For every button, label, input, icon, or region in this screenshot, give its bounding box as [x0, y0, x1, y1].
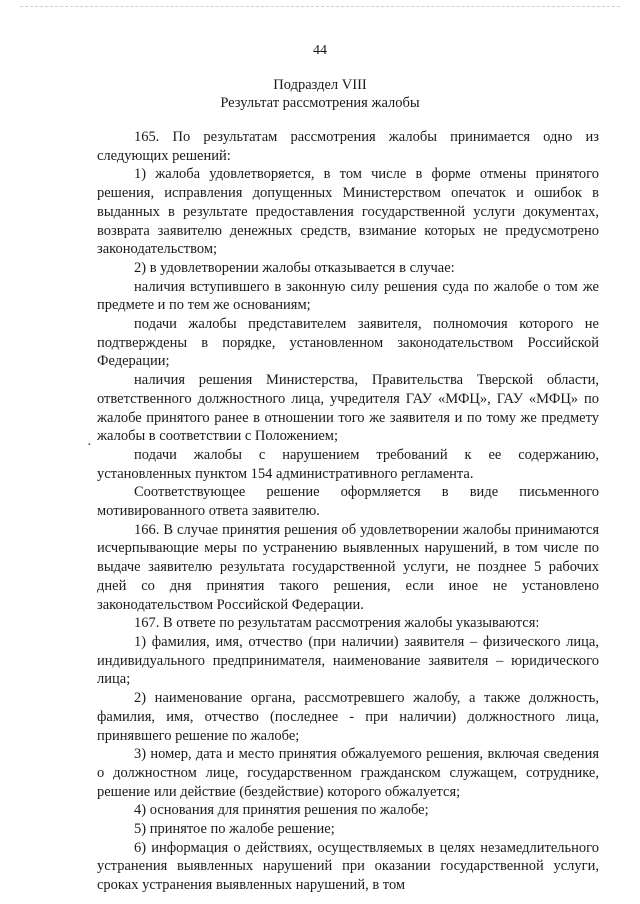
paragraph: 166. В случае принятия решения об удовлетворении жалобы принимаются исчерпывающие меры по устранению выявленных нарушений, в том числе по выдаче заявителю результата государственной услуги, не позднее 5 рабочих дней со дня принятия такого решения, если иное не установлено законодательством Российской Федерации.	[97, 521, 599, 613]
paragraph: наличия вступившего в законную силу решения суда по жалобе о том же предмете и по тем же основаниям;	[97, 278, 599, 314]
subsection-title: Подраздел VIII	[273, 77, 367, 93]
paragraph: 165. По результатам рассмотрения жалобы принимается одно из следующих решений:	[97, 129, 599, 164]
paragraph: 1) фамилия, имя, отчество (при наличии) заявителя – физического лица, индивидуального предпринимателя, наименование заявителя – юридического лица;	[97, 633, 599, 688]
paragraph: 4) основания для принятия решения по жалобе;	[134, 802, 429, 819]
scan-edge-line	[20, 6, 620, 7]
paragraph: 2) наименование органа, рассмотревшего жалобу, а также должность, фамилия, имя, отчество (последнее - при наличии) должностного лица, принявшего решение по жалобе;	[97, 690, 599, 744]
subsection-subtitle: Результат рассмотрения жалобы	[220, 95, 420, 111]
page-number: 44	[313, 43, 327, 58]
paragraph: 167. В ответе по результатам рассмотрения жалобы указываются:	[134, 615, 540, 632]
document-body	[97, 128, 599, 895]
paragraph: 2) в удовлетворении жалобы отказывается в случае:	[134, 259, 455, 276]
paragraph: 3) номер, дата и место принятия обжалуемого решения, включая сведения о должностном лице, государственном гражданском служащем, сотруднике, решение или действие (бездействие) которого обжалуется;	[97, 746, 599, 800]
paragraph: наличия решения Министерства, Правительства Тверской области, ответственного должностного лица, учредителя ГАУ «МФЦ», ГАУ «МФЦ» по жалобе принятого ранее в отношении того же заявителя и по тому же предмету жалобы в соответствии с Положением;	[97, 372, 599, 445]
paragraph: 1) жалоба удовлетворяется, в том числе в форме отмены принятого решения, исправления допущенных Министерством опечаток и ошибок в выданных в результате предоставления государственной услуги документах, возврата заявителю денежных средств, взимание которых не предусмотрено законодательством;	[97, 166, 599, 258]
paragraph: 5) принятое по жалобе решение;	[134, 821, 335, 838]
paragraph: Соответствующее решение оформляется в виде письменного мотивированного ответа заявителю.	[97, 484, 599, 520]
paragraph: 6) информация о действиях, осуществляемых в целях незамедлительного устранения выявленных нарушений при оказании государственной услуги, сроках устранения выявленных нарушений, в том	[97, 839, 599, 894]
section-heading	[0, 76, 640, 112]
margin-mark: ·	[87, 438, 92, 453]
paragraph: подачи жалобы с нарушением требований к ее содержанию, установленных пунктом 154 административного регламента.	[97, 446, 599, 482]
paragraph: подачи жалобы представителем заявителя, полномочия которого не подтверждены в порядке, установленном законодательством Российской Федерации;	[97, 316, 599, 370]
